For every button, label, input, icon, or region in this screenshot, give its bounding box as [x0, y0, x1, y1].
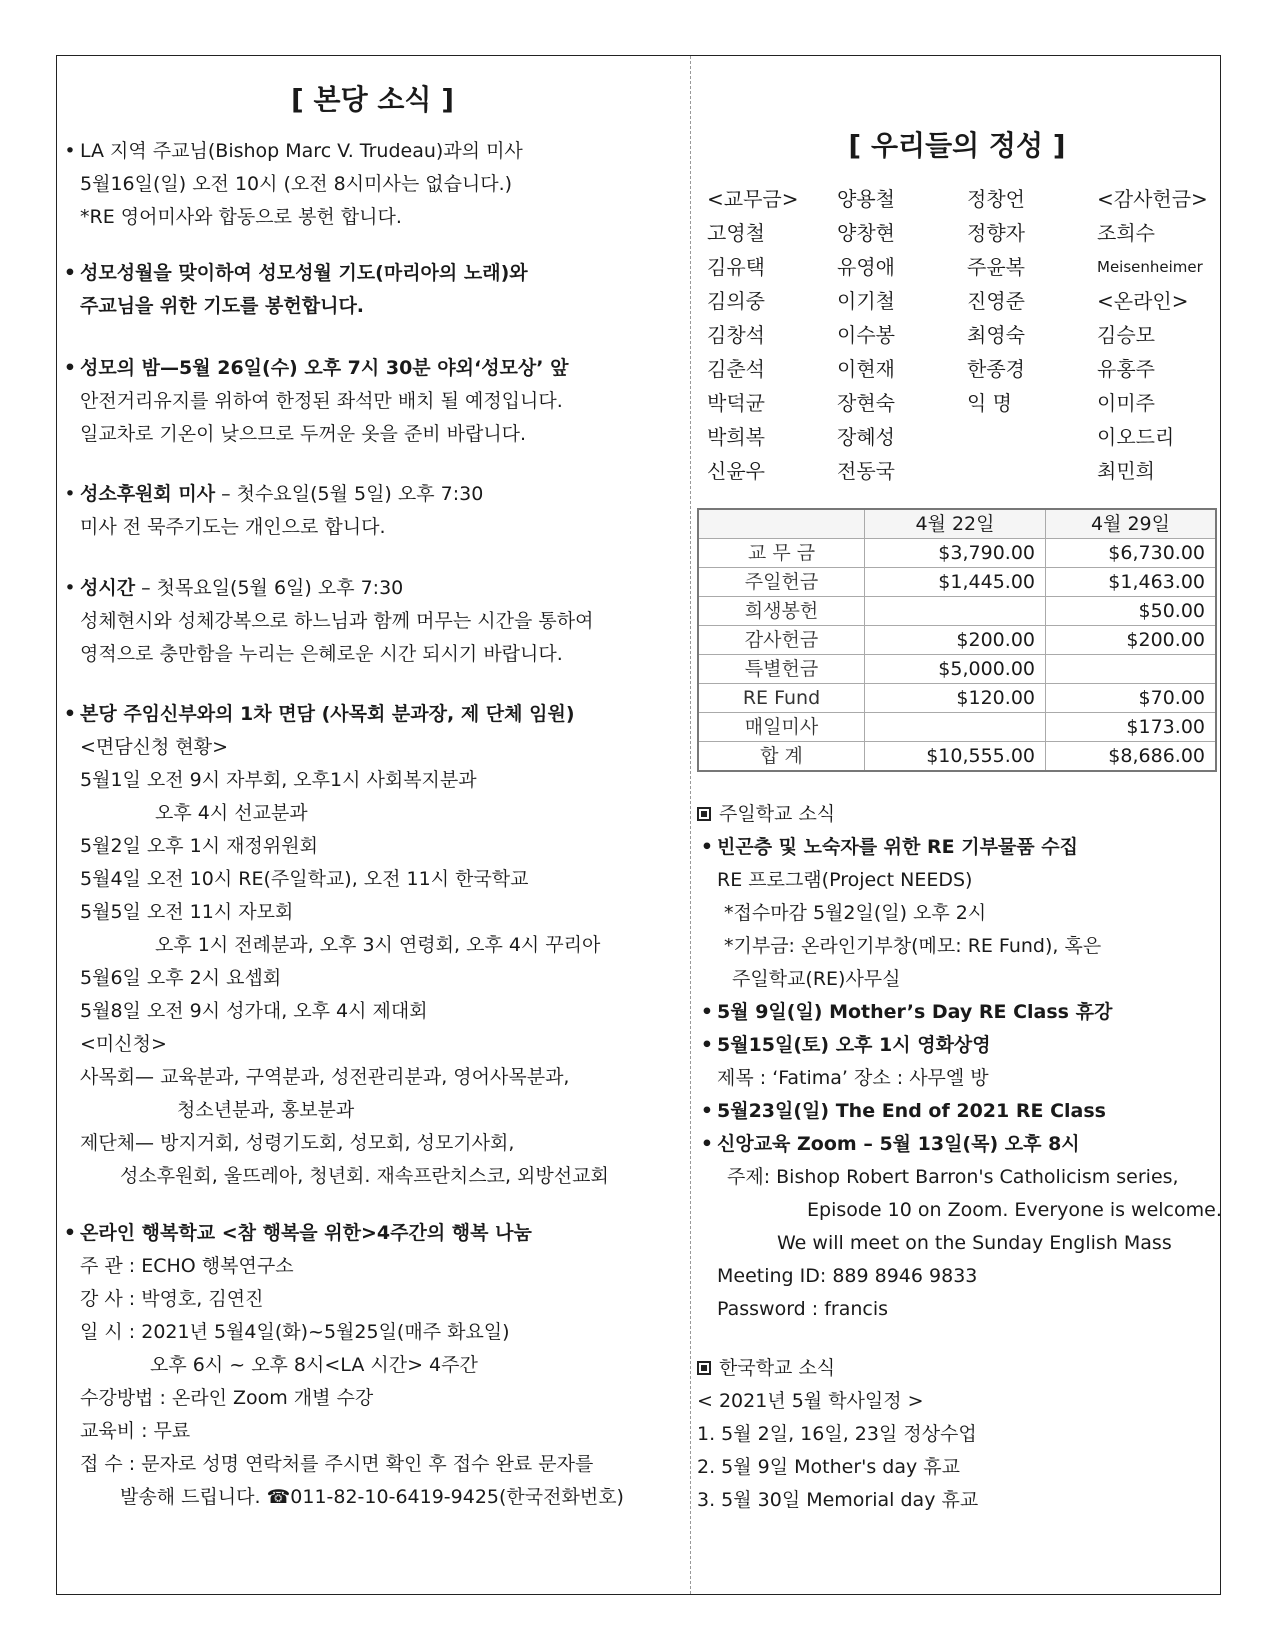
bullet-icon: •	[700, 836, 714, 858]
happiness-fee: 교육비 : 무료	[80, 1420, 191, 1442]
offering-table	[697, 508, 1217, 772]
holy-hour-section	[60, 572, 593, 671]
donor-column-2	[837, 182, 967, 488]
cell-value: $173.00	[1046, 713, 1217, 742]
donor-column-4	[1097, 182, 1227, 488]
bullet-icon: •	[700, 1034, 714, 1056]
happiness-apply: 접 수 : 문자로 성명 연락처를 주시면 확인 후 접수 완료 문자를	[80, 1453, 594, 1475]
donor-name: 양용철	[837, 187, 895, 211]
sunday-item: 신앙교육 Zoom – 5월 13일(목) 오후 8시	[717, 1133, 1080, 1155]
bullet-icon: •	[64, 140, 76, 162]
korean-school-item: 3. 5월 30일 Memorial day 휴교	[697, 1489, 979, 1511]
holy-hour-date: – 첫목요일(5월 6일) 오후 7:30	[135, 577, 404, 599]
square-bullet-icon	[697, 807, 711, 821]
sunday-item: 5월23일(일) The End of 2021 RE Class	[717, 1100, 1106, 1122]
bullet-icon: •	[700, 1100, 714, 1122]
interview-row: 5월8일 오전 9시 성가대, 오후 4시 제대회	[80, 1000, 428, 1022]
row-label: 감사헌금	[698, 626, 865, 655]
table-row	[698, 539, 1216, 568]
happiness-time: 오후 6시 ~ 오후 8시<LA 시간> 4주간	[150, 1354, 478, 1376]
donor-name: 이현재	[837, 357, 895, 381]
interview-not-applied-label: <미신청>	[80, 1033, 167, 1055]
table-header-row	[698, 509, 1216, 539]
table-row	[698, 713, 1216, 742]
korean-school-section	[697, 1352, 978, 1517]
sunday-item-detail: 주일학교(RE)사무실	[732, 968, 901, 990]
marian-month-heading: 성모성월을 맞이하여 성모성월 기도(마리아의 노래)와	[80, 262, 528, 284]
sunday-item-detail: *접수마감 5월2일(일) 오후 2시	[724, 902, 987, 924]
bullet-icon: •	[700, 1133, 714, 1155]
happiness-school-section	[60, 1217, 624, 1514]
donor-name: 신윤우	[707, 459, 765, 483]
donor-name: 정창언	[967, 187, 1025, 211]
cell-value: $8,686.00	[1046, 742, 1217, 772]
donor-name: 김춘석	[707, 357, 765, 381]
interview-row: 오후 4시 선교분과	[155, 802, 308, 824]
cell-value: $50.00	[1046, 597, 1217, 626]
column-header: 4월 29일	[1046, 509, 1217, 539]
korean-school-item: 1. 5월 2일, 16일, 23일 정상수업	[697, 1423, 977, 1445]
donor-name: 박덕균	[707, 391, 765, 415]
marian-night-line2: 일교차로 기온이 낮으므로 두꺼운 옷을 준비 바랍니다.	[80, 423, 527, 445]
donor-name: 김창석	[707, 323, 765, 347]
marian-night-heading: 성모의 밤—5월 26일(수) 오후 7시 30분 야외‘성모상’ 앞	[80, 357, 569, 379]
square-bullet-icon	[697, 1361, 711, 1375]
donor-name: 양창현	[837, 221, 895, 245]
interview-applied-label: <면담신청 현황>	[80, 736, 229, 758]
happiness-method: 수강방법 : 온라인 Zoom 개별 수강	[80, 1387, 374, 1409]
donor-name: 박희복	[707, 425, 765, 449]
sunday-item: 빈곤층 및 노숙자를 위한 RE 기부물품 수집	[717, 836, 1078, 858]
bullet-icon: •	[63, 1222, 77, 1244]
donor-name: Meisenheimer	[1097, 258, 1203, 276]
parish-news-title: [ 본당 소식 ]	[290, 83, 455, 116]
row-label: 특별헌금	[698, 655, 865, 684]
interview-section	[60, 698, 609, 1193]
sunday-item-detail: Meeting ID: 889 8946 9833	[717, 1265, 978, 1287]
korean-school-item: 2. 5월 9일 Mother's day 휴교	[697, 1456, 960, 1478]
donor-name: 이수봉	[837, 323, 895, 347]
cell-value: $1,463.00	[1046, 568, 1217, 597]
bishop-mass-heading: LA 지역 주교님(Bishop Marc V. Trudeau)과의 미사	[80, 140, 523, 162]
bishop-mass-note: *RE 영어미사와 합동으로 봉헌 합니다.	[80, 206, 402, 228]
donor-name: 장현숙	[837, 391, 895, 415]
marian-night-line1: 안전거리유지를 위하여 한정된 좌석만 배치 될 예정입니다.	[80, 390, 563, 412]
vocation-mass-section	[60, 478, 483, 544]
row-label: 매일미사	[698, 713, 865, 742]
interview-row: 성소후원회, 울뜨레아, 청년회. 재속프란치스코, 외방선교회	[120, 1165, 609, 1187]
table-row	[698, 626, 1216, 655]
sunday-item-detail: 주제: Bishop Robert Barron's Catholicism series,	[727, 1166, 1179, 1188]
vocation-mass-heading: 성소후원회 미사	[80, 483, 216, 505]
cell-value	[1046, 655, 1217, 684]
sunday-item-detail: We will meet on the Sunday English Mass	[777, 1232, 1172, 1254]
cell-value	[865, 713, 1046, 742]
donor-name: 주윤복	[967, 255, 1025, 279]
bullet-icon: •	[64, 577, 76, 599]
column-header	[698, 509, 865, 539]
row-label: RE Fund	[698, 684, 865, 713]
table-row	[698, 597, 1216, 626]
interview-row: 청소년분과, 홍보분과	[177, 1099, 355, 1121]
donor-name: 익 명	[967, 391, 1012, 415]
sunday-item-detail: Episode 10 on Zoom. Everyone is welcome.	[807, 1199, 1222, 1221]
donor-name: 조희수	[1097, 221, 1155, 245]
donor-name: 최영숙	[967, 323, 1025, 347]
marian-night-section	[60, 352, 568, 451]
cell-value: $70.00	[1046, 684, 1217, 713]
bishop-mass-section	[60, 135, 523, 234]
offerings-title: [ 우리들의 정성 ]	[848, 129, 1066, 162]
sunday-item: 5월 9일(일) Mother’s Day RE Class 휴강	[717, 1001, 1113, 1023]
bishop-mass-date: 5월16일(일) 오전 10시 (오전 8시미사는 없습니다.)	[80, 173, 513, 195]
donor-name: 이기철	[837, 289, 895, 313]
table-total-row	[698, 742, 1216, 772]
interview-row: 5월5일 오전 11시 자모회	[80, 901, 294, 923]
happiness-date: 일 시 : 2021년 5월4일(화)~5월25일(매주 화요일)	[80, 1321, 510, 1343]
interview-row: 5월4일 오전 10시 RE(주일학교), 오전 11시 한국학교	[80, 868, 529, 890]
happiness-apply-contact: 발송해 드립니다. ☎011-82-10-6419-9425(한국전화번호)	[120, 1486, 624, 1508]
sunday-school-title: 주일학교 소식	[719, 803, 836, 825]
sunday-item-detail: 제목 : ‘Fatima’ 장소 : 사무엘 방	[717, 1067, 989, 1089]
donor-column-1	[707, 182, 837, 488]
korean-school-subtitle: < 2021년 5월 학사일정 >	[697, 1390, 924, 1412]
holy-hour-line1: 성체현시와 성체강복으로 하느님과 함께 머무는 시간을 통하여	[80, 610, 594, 632]
korean-school-title: 한국학교 소식	[719, 1357, 836, 1379]
sunday-school-section	[697, 798, 1222, 1326]
cell-value: $200.00	[1046, 626, 1217, 655]
happiness-host: 주 관 : ECHO 행복연구소	[80, 1255, 294, 1277]
interview-row: 오후 1시 전례분과, 오후 3시 연령회, 오후 4시 꾸리아	[155, 934, 601, 956]
donor-name: 한종경	[967, 357, 1025, 381]
donor-name: 김의중	[707, 289, 765, 313]
donor-name: 유영애	[837, 255, 895, 279]
table-row	[698, 568, 1216, 597]
interview-row: 5월2일 오후 1시 재정위원회	[80, 835, 318, 857]
holy-hour-heading: 성시간	[80, 577, 136, 599]
donor-name: 고영철	[707, 221, 765, 245]
donor-name: 이오드리	[1097, 425, 1175, 449]
column-header: 4월 22일	[865, 509, 1046, 539]
vocation-mass-note: 미사 전 묵주기도는 개인으로 합니다.	[80, 516, 386, 538]
interview-row: 사목회— 교육분과, 구역분과, 성전관리분과, 영어사목분과,	[80, 1066, 570, 1088]
donor-names	[707, 182, 1217, 492]
cell-value	[865, 597, 1046, 626]
cell-value: $3,790.00	[865, 539, 1046, 568]
row-label: 주일헌금	[698, 568, 865, 597]
marian-month-section	[60, 257, 528, 323]
interview-row: 5월6일 오후 2시 요셉회	[80, 967, 282, 989]
sunday-item-detail: RE 프로그램(Project NEEDS)	[717, 869, 973, 891]
bullet-icon: •	[64, 483, 76, 505]
sunday-item-detail: *기부금: 온라인기부창(메모: RE Fund), 혹은	[724, 935, 1102, 957]
cell-value: $6,730.00	[1046, 539, 1217, 568]
column-divider	[690, 56, 691, 1594]
cell-value: $120.00	[865, 684, 1046, 713]
bullet-icon: •	[63, 357, 77, 379]
donor-name: 전동국	[837, 459, 895, 483]
sunday-item-detail: Password : francis	[717, 1298, 889, 1320]
cell-value: $5,000.00	[865, 655, 1046, 684]
donor-heading: <온라인>	[1097, 289, 1189, 313]
donor-heading: <감사헌금>	[1097, 187, 1208, 211]
cell-value: $1,445.00	[865, 568, 1046, 597]
vocation-mass-date: – 첫수요일(5월 5일) 오후 7:30	[215, 483, 484, 505]
row-label: 희생봉헌	[698, 597, 865, 626]
donor-heading: <교무금>	[707, 187, 799, 211]
donor-name: 장혜성	[837, 425, 895, 449]
table-row	[698, 655, 1216, 684]
row-label: 합 계	[698, 742, 865, 772]
happiness-lecturer: 강 사 : 박영호, 김연진	[80, 1288, 264, 1310]
donor-name: 유홍주	[1097, 357, 1155, 381]
donor-name: 최민희	[1097, 459, 1155, 483]
bullet-icon: •	[700, 1001, 714, 1023]
interview-row: 5월1일 오전 9시 자부회, 오후1시 사회복지분과	[80, 769, 477, 791]
interview-heading: 본당 주임신부와의 1차 면담 (사목회 분과장, 제 단체 임원)	[80, 703, 575, 725]
cell-value: $200.00	[865, 626, 1046, 655]
sunday-item: 5월15일(토) 오후 1시 영화상영	[717, 1034, 991, 1056]
donor-name: 정향자	[967, 221, 1025, 245]
bullet-icon: •	[63, 703, 77, 725]
bullet-icon: •	[63, 262, 77, 284]
table-row	[698, 684, 1216, 713]
happiness-school-heading: 온라인 행복학교 <참 행복을 위한>4주간의 행복 나눔	[80, 1222, 532, 1244]
marian-month-line: 주교님을 위한 기도를 봉헌합니다.	[80, 295, 365, 317]
donor-column-3	[967, 182, 1097, 420]
interview-row: 제단체— 방지거회, 성령기도회, 성모회, 성모기사회,	[80, 1132, 515, 1154]
holy-hour-line2: 영적으로 충만함을 누리는 은혜로운 시간 되시기 바랍니다.	[80, 643, 563, 665]
cell-value: $10,555.00	[865, 742, 1046, 772]
donor-name: 진영준	[967, 289, 1025, 313]
row-label: 교 무 금	[698, 539, 865, 568]
donor-name: 이미주	[1097, 391, 1155, 415]
donor-name: 김승모	[1097, 323, 1155, 347]
donor-name: 김유택	[707, 255, 765, 279]
